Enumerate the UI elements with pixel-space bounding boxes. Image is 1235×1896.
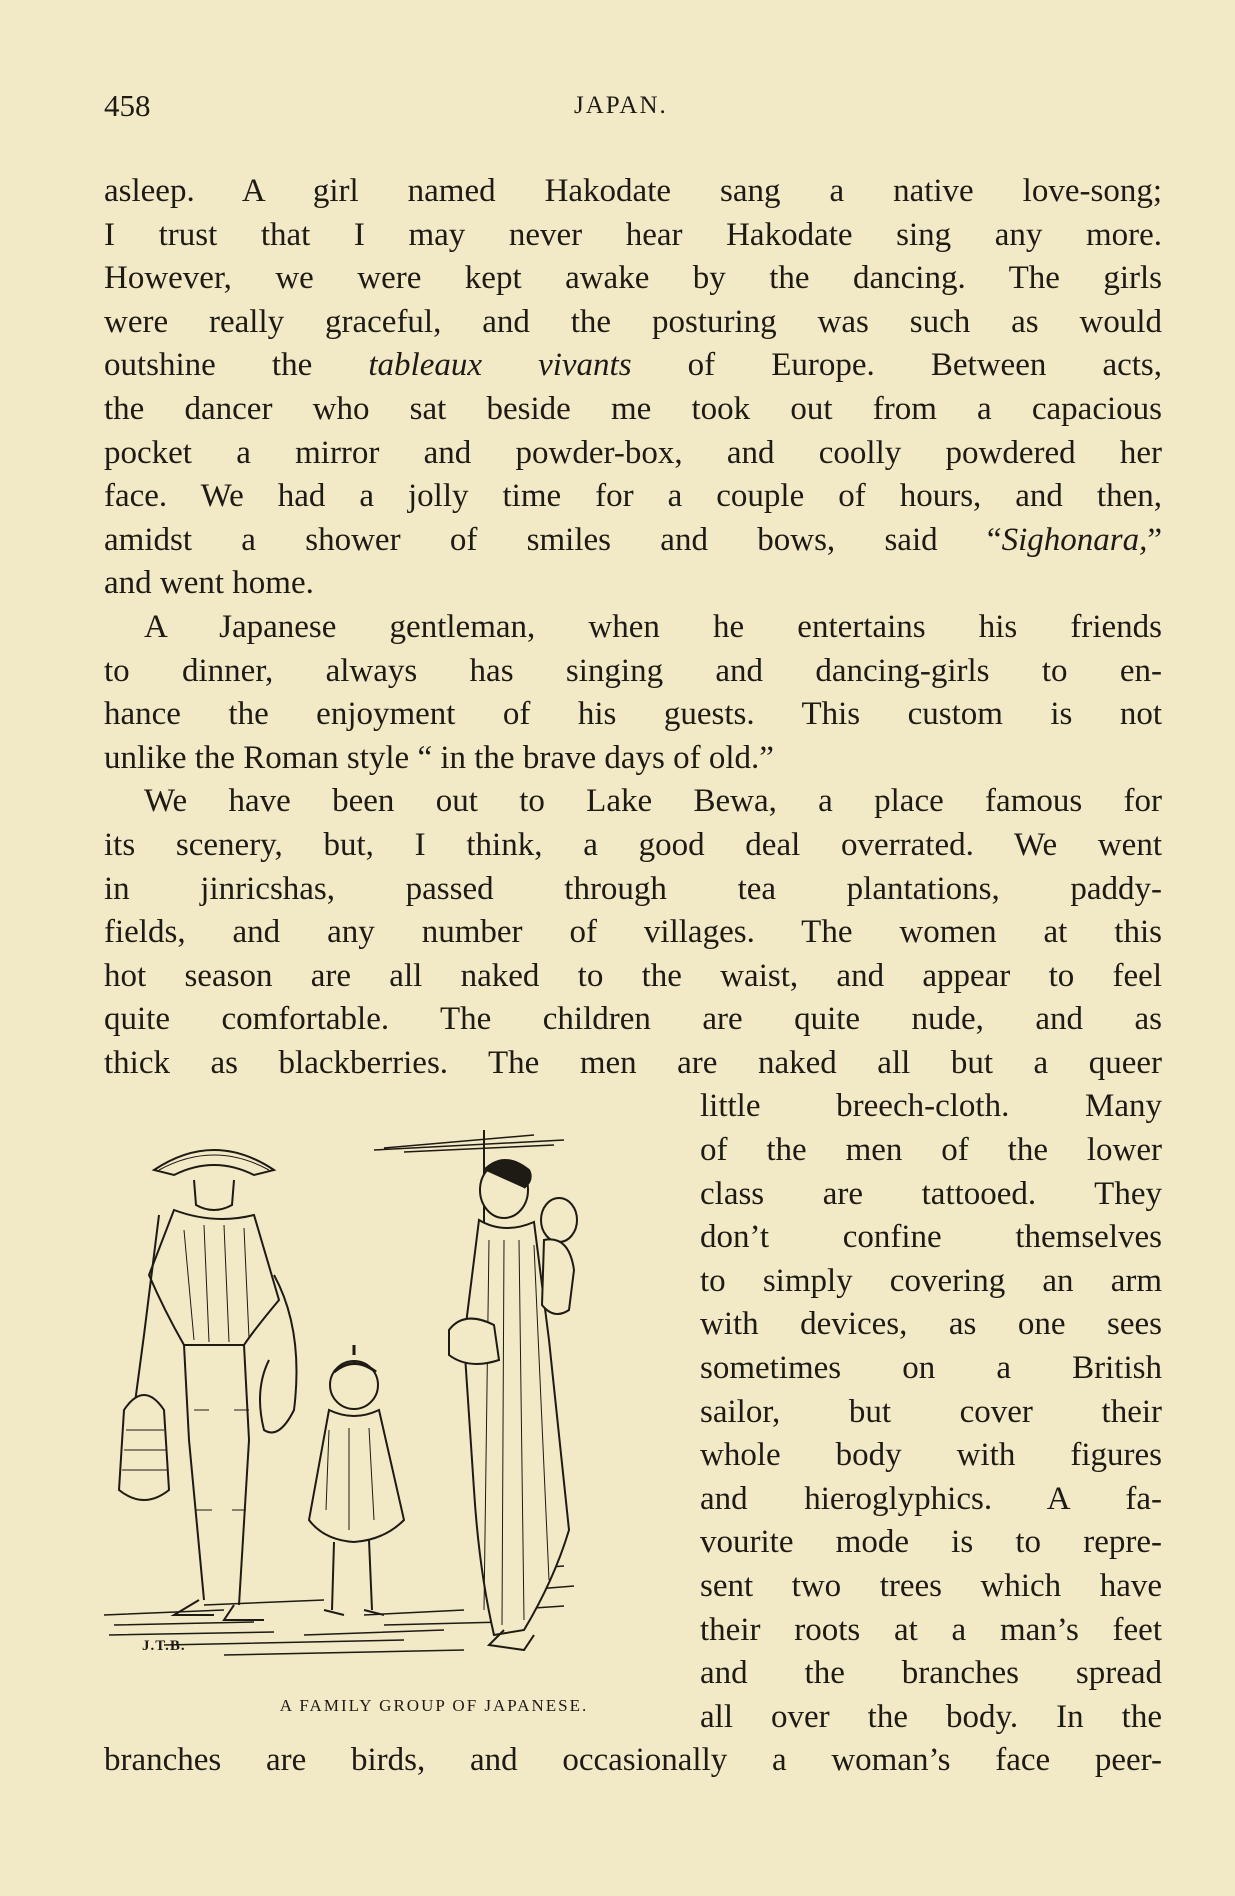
page-number: 458: [104, 88, 151, 123]
text-line: and hieroglyphics. A fa-: [700, 1480, 1162, 1517]
text-line: branches are birds, and occasionally a woman’s face peer-: [104, 1742, 1162, 1779]
text-line: However, we were kept awake by the dancing. The girls: [104, 260, 1162, 297]
family-group-illustration: [104, 1110, 684, 1730]
text-line: vourite mode is to repre-: [700, 1524, 1162, 1561]
text-line: with devices, as one sees: [700, 1306, 1162, 1343]
text-span: amidst a shower of smiles and bows, said “: [104, 521, 1002, 558]
text-line: all over the body. In the: [700, 1698, 1162, 1735]
text-line: face. We had a jolly time for a couple of hours, and then,: [104, 478, 1162, 515]
text-line: were really graceful, and the posturing was such as would: [104, 303, 1162, 340]
woman-figure: [374, 1130, 577, 1650]
text-line: to simply covering an arm: [700, 1262, 1162, 1299]
text-line: quite comfortable. The children are quite nude, and as: [104, 1001, 1162, 1038]
text-line: fields, and any number of villages. The women at this: [104, 914, 1162, 951]
text-span: outshine the: [104, 347, 313, 384]
text-line: in jinricshas, passed through tea plantations, paddy-: [104, 870, 1162, 907]
italic-phrase: Sighonara,: [1001, 521, 1148, 558]
text-line: unlike the Roman style “ in the brave days of old.”: [104, 739, 774, 776]
text-line: class are tattooed. They: [700, 1175, 1162, 1212]
text-line: whole body with figures: [700, 1437, 1162, 1474]
text-line: to dinner, always has singing and dancing-girls to en-: [104, 652, 1162, 689]
child-figure: [309, 1345, 404, 1615]
text-line: [104, 344, 1162, 388]
running-head: JAPAN.: [574, 92, 668, 119]
text-line: hance the enjoyment of his guests. This custom is not: [104, 696, 1162, 733]
text-line: A Japanese gentleman, when he entertains his friends: [144, 608, 1162, 645]
text-line: and the branches spread: [700, 1655, 1162, 1692]
text-line: sent two trees which have: [700, 1568, 1162, 1604]
text-line: sometimes on a British: [700, 1350, 1162, 1387]
text-line: asleep. A girl named Hakodate sang a native love-song;: [104, 173, 1162, 209]
text-line: don’t confine themselves: [700, 1219, 1162, 1256]
text-line: thick as blackberries. The men are naked all but a queer: [104, 1044, 1162, 1081]
text-line: hot season are all naked to the waist, and appear to feel: [104, 957, 1162, 994]
text-line: We have been out to Lake Bewa, a place famous for: [144, 783, 1162, 820]
text-line: little breech-cloth. Many: [700, 1088, 1162, 1125]
text-line: their roots at a man’s feet: [700, 1611, 1162, 1648]
engraving-image: [104, 1110, 684, 1690]
italic-phrase: tableaux vivants: [368, 347, 632, 384]
text-line: its scenery, but, I think, a good deal overrated. We went: [104, 826, 1162, 863]
artist-monogram: J.T.B.: [142, 1638, 186, 1654]
figure-caption: A FAMILY GROUP OF JAPANESE.: [279, 1696, 589, 1715]
text-line: pocket a mirror and powder-box, and coolly powdered her: [104, 434, 1162, 471]
page-header: [104, 88, 1164, 128]
text-line: I trust that I may never hear Hakodate sing any more.: [104, 216, 1162, 253]
man-figure: [119, 1150, 297, 1620]
text-line: of the men of the lower: [700, 1132, 1162, 1169]
text-line: sailor, but cover their: [700, 1393, 1162, 1430]
text-span: of Europe. Between acts,: [631, 347, 1162, 384]
text-line: and went home.: [104, 565, 314, 602]
text-line: [104, 519, 1162, 563]
text-line: the dancer who sat beside me took out from a capacious: [104, 390, 1162, 427]
text-span: ”: [1147, 521, 1162, 558]
